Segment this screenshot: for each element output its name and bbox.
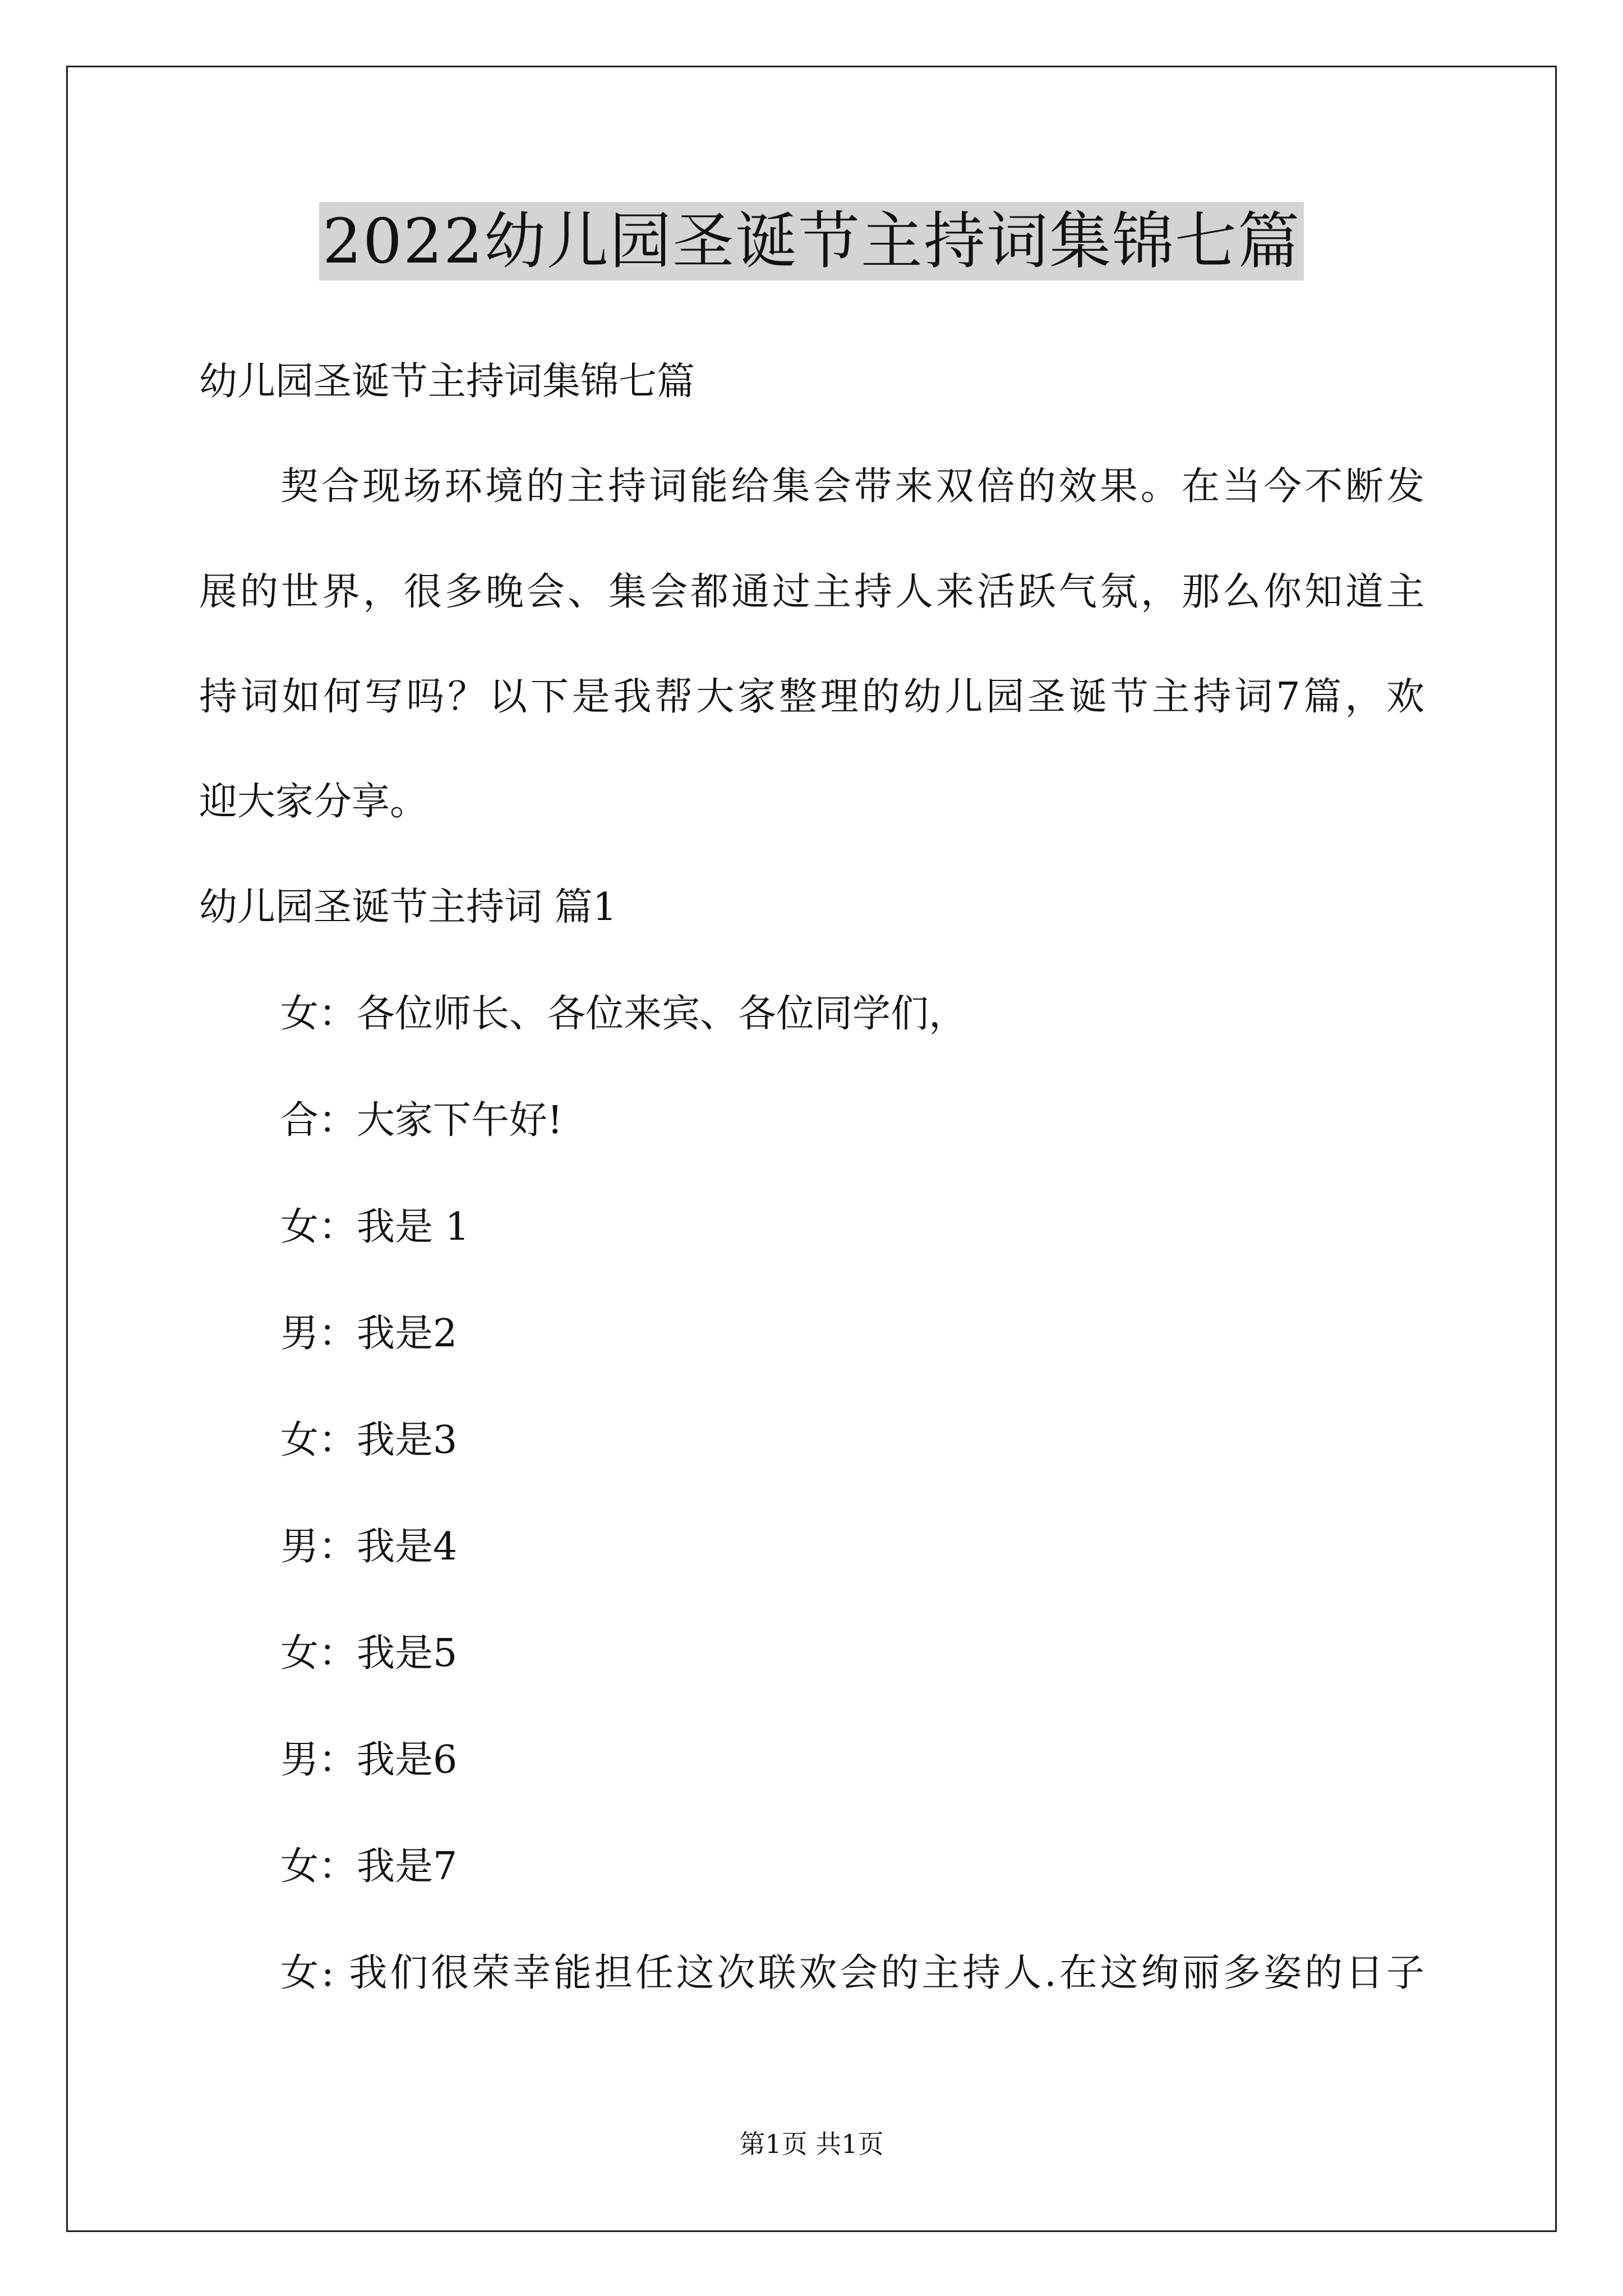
- dialogue-line-2: 合：大家下午好!: [280, 1098, 563, 1143]
- document-title: [0, 202, 1623, 280]
- intro-line-4: 迎大家分享。: [199, 780, 428, 824]
- dialogue-line-3: 女：我是 1: [280, 1205, 469, 1249]
- dialogue-line-7: 女：我是5: [280, 1631, 458, 1676]
- dialogue-line-1: 女：各位师长、各位来宾、各位同学们，: [280, 992, 967, 1036]
- dialogue-line-5: 女：我是3: [280, 1418, 458, 1462]
- dialogue-line-6: 男：我是4: [280, 1525, 458, 1569]
- section-heading: 幼儿园圣诞节主持词 篇1: [199, 885, 617, 930]
- page-footer: 第1页 共1页: [739, 2129, 884, 2159]
- intro-line-3: 持词如何写吗？以下是我帮大家整理的幼儿园圣诞节主持词7篇，欢: [199, 675, 1424, 719]
- intro-line-2: 展的世界，很多晚会、集会都通过主持人来活跃气氛，那么你知道主: [199, 570, 1424, 614]
- dialogue-line-4: 男：我是2: [280, 1312, 458, 1356]
- document-subtitle: 幼儿园圣诞节主持词集锦七篇: [199, 360, 695, 404]
- dialogue-line-8: 男：我是6: [280, 1738, 458, 1782]
- dialogue-line-10: 女: 我们很荣幸能担任这次联欢会的主持人.在这绚丽多姿的日子: [280, 1951, 1424, 1995]
- dialogue-line-9: 女：我是7: [280, 1844, 458, 1889]
- intro-line-1: 契合现场环境的主持词能给集会带来双倍的效果。在当今不断发: [280, 464, 1424, 509]
- document-title-text: 2022幼儿园圣诞节主持词集锦七篇: [319, 202, 1304, 280]
